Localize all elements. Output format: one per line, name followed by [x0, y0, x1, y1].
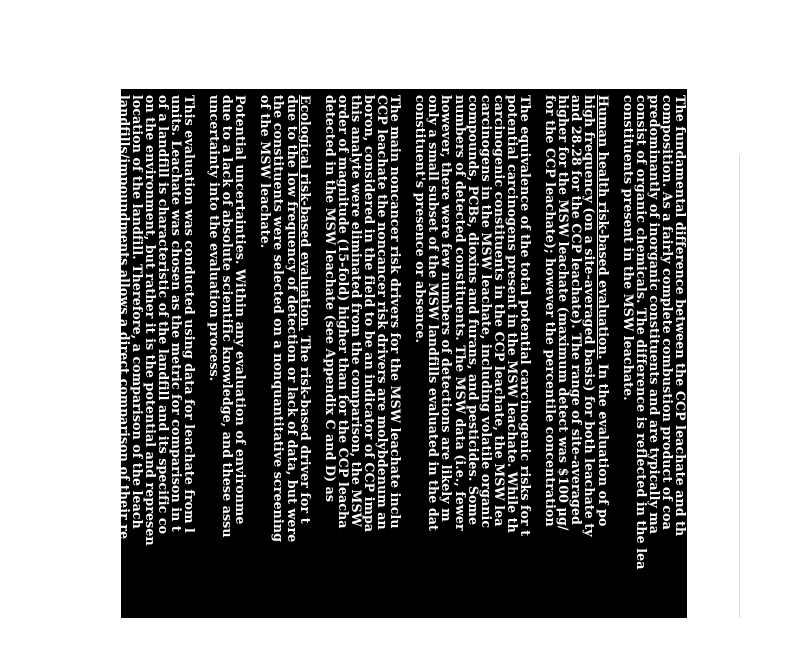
text-line: The fundamental difference between the CCP leachate and th — [673, 95, 688, 537]
text-line: CCP leachate the noncancer risk drivers are molybdenum an — [375, 95, 391, 530]
text-line: high frequency (on a site-averaged basis) for both leachate ty — [582, 95, 598, 537]
paragraph-6 — [208, 95, 247, 655]
text-line: This evaluation was conducted using data for leachate from l — [182, 95, 197, 533]
text-line: numbers of detected constituents. The MSW data (i.e., fewer — [452, 95, 468, 531]
text-line: this analyte were eliminated from the comparison, the MSW — [348, 95, 364, 527]
text-line: carcinogens in the MSW leachate, including volatile organic — [478, 95, 494, 529]
section-heading: Human health risk-based evaluation. — [595, 95, 611, 360]
text-line: of a landfill is characteristic of the landfill and its specific co — [155, 95, 171, 535]
text-line: Potential uncertainties. Within any evaluation of environme — [233, 95, 249, 525]
text-line: order of magnitude (15-fold) higher than for the CCP leacha — [335, 95, 351, 529]
text-line: constituents present in the MSW leachate. — [620, 95, 636, 401]
page-edge-divider — [739, 155, 740, 618]
text-line: only a small subset of the MSW landfills evaluated in the dat — [426, 95, 442, 531]
text-line: boron, considered in the field to be an indicator of CCP impa — [362, 95, 378, 533]
text-line: constituent's presence or absence. — [413, 95, 429, 344]
text-line: location of the landfill. Therefore, a comparison of the leach — [129, 95, 145, 529]
paragraph-2 — [544, 95, 609, 655]
text-line: higher for the MSW leachate (maximum detect was $100 μg/ — [556, 95, 572, 531]
text-line: on the environment, but rather it is the potential and represen — [142, 95, 158, 546]
text-line: of the MSW leachate. — [258, 95, 274, 249]
rotated-text-content — [103, 95, 688, 655]
text-line: composition. As a fairly complete combustion product of coa — [659, 95, 675, 530]
paragraph-3 — [414, 95, 532, 655]
paragraph-1 — [622, 95, 687, 655]
text-line: due to a lack of absolute scientific knowledge, and these assu — [220, 95, 236, 538]
text-line: comparison decreases the uncertainty in the results. — [103, 95, 119, 473]
text-line: Ecological risk-based evaluation. The risk-based driver for t — [297, 95, 313, 524]
text-line: uncertainty into the evaluation process. — [207, 95, 223, 382]
text-line: Human health risk-based evaluation. In the evaluation of po — [595, 95, 611, 527]
text-line: carcinogenic constituents in the CCP leachate, the MSW lea — [491, 95, 507, 527]
paragraph-7 — [104, 95, 196, 655]
text-line: units. Leachate was chosen as the metric for comparison in t — [168, 95, 184, 532]
text-line: compounds, PCBs, dioxins and furans, and pesticides. Some — [465, 95, 481, 526]
text-line: consist of organic chemicals. The difference is reflected in the lea — [633, 95, 649, 570]
text-line: for the CCP leachate); however the percentile concentration — [543, 95, 559, 527]
scanned-text-block — [103, 89, 688, 618]
text-line: the constituents were selected on a nonquantitative screening — [271, 95, 287, 542]
text-line: The main noncancer risk drivers for the MSW leachate inclu — [388, 95, 404, 529]
paragraph-5 — [259, 95, 311, 655]
text-line: potential carcinogens present in the MSW leachate. While th — [504, 95, 520, 533]
text-line: landfills/impoundments allows a direct comparison of their re — [116, 95, 132, 540]
text-line: and 28.28 for the CCP leachate). The range of site-averaged — [569, 95, 585, 525]
paragraph-4 — [324, 95, 403, 655]
text-line: however, there were few numbers of detections are likely m — [439, 95, 455, 522]
text-line: detected in the MSW leachate (see Appendix C and D) as — [322, 95, 338, 503]
text-line: predominantly of inorganic constituents and are typically ma — [646, 95, 662, 535]
section-heading: Ecological risk-based evaluation. — [297, 95, 313, 332]
text-line: due to the low frequency of detection or lack of data, but were — [284, 95, 300, 543]
text-line: The equivalence of the total potential carcinogenic risks for t — [518, 95, 534, 537]
